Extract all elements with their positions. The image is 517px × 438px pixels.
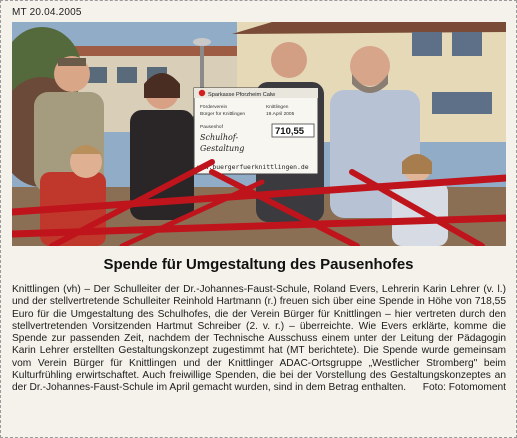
check-purpose-2: Schulhof- (200, 133, 239, 142)
photo-credit: Foto: Fotomoment (422, 382, 506, 394)
check-date: 19.April 2005 (266, 112, 295, 117)
check-bank: Sparkasse Pforzheim Calw (208, 92, 276, 98)
check-amount: 710,55 (275, 126, 305, 137)
check-payee-1: Förderverein (200, 105, 228, 110)
check-purpose-1: Pausenhof (200, 125, 223, 130)
check-purpose-3: Gestaltung (200, 144, 245, 153)
check-url: www.buergerfuerknittlingen.de (197, 163, 309, 171)
check-place: Knittlingen (266, 105, 289, 110)
headline: Spende für Umgestaltung des Pausenhofes (103, 256, 414, 273)
date-line: MT 20.04.2005 (12, 7, 82, 18)
article-photo (12, 22, 506, 246)
article-body (12, 284, 506, 395)
check-payee-2: Bürger für Knittlingen (200, 112, 246, 117)
article-text: Knittlingen (vh) – Der Schulleiter der Dr.-Johannes-Faust-Schule, Roland Evers, Lehrerin Karin Lehrer (v. l.) und der stellvertretende Schulleiter Reinhold Hartmann (r.) freuen sich über eine Spende in Höhe von 718,55 Euro für die Umgestaltung des Schulhofes, die der Verein Bürger für Knittlingen – hier vertreten durch den stellvertretenden Vorsitzenden Hartmut Schreiber (2. v. r.) – überreichte. Wie Evers erklärte, komme die Spende zur passenden Zeit, nachdem der Technische Ausschuss einem unter der Leitung der Pädagogin Karin Lehrer erstellten Gestaltungskonzept zugestimmt hat (MT berichtete). Die Spende wurde gemeinsam vom Verein Bürger für Knittlingen und der Knittlinger ADAC-Ortsgruppe „Westlicher Stromberg" beim Kulturfrühling erwirtschaftet. Auch freiwillige Spenden, die bei der Vorstellung des Gestaltungskonzeptes an der Dr.-Johannes-Faust-Schule im April gemacht wurden, sind in dem Betrag enthalten. (12, 284, 506, 394)
